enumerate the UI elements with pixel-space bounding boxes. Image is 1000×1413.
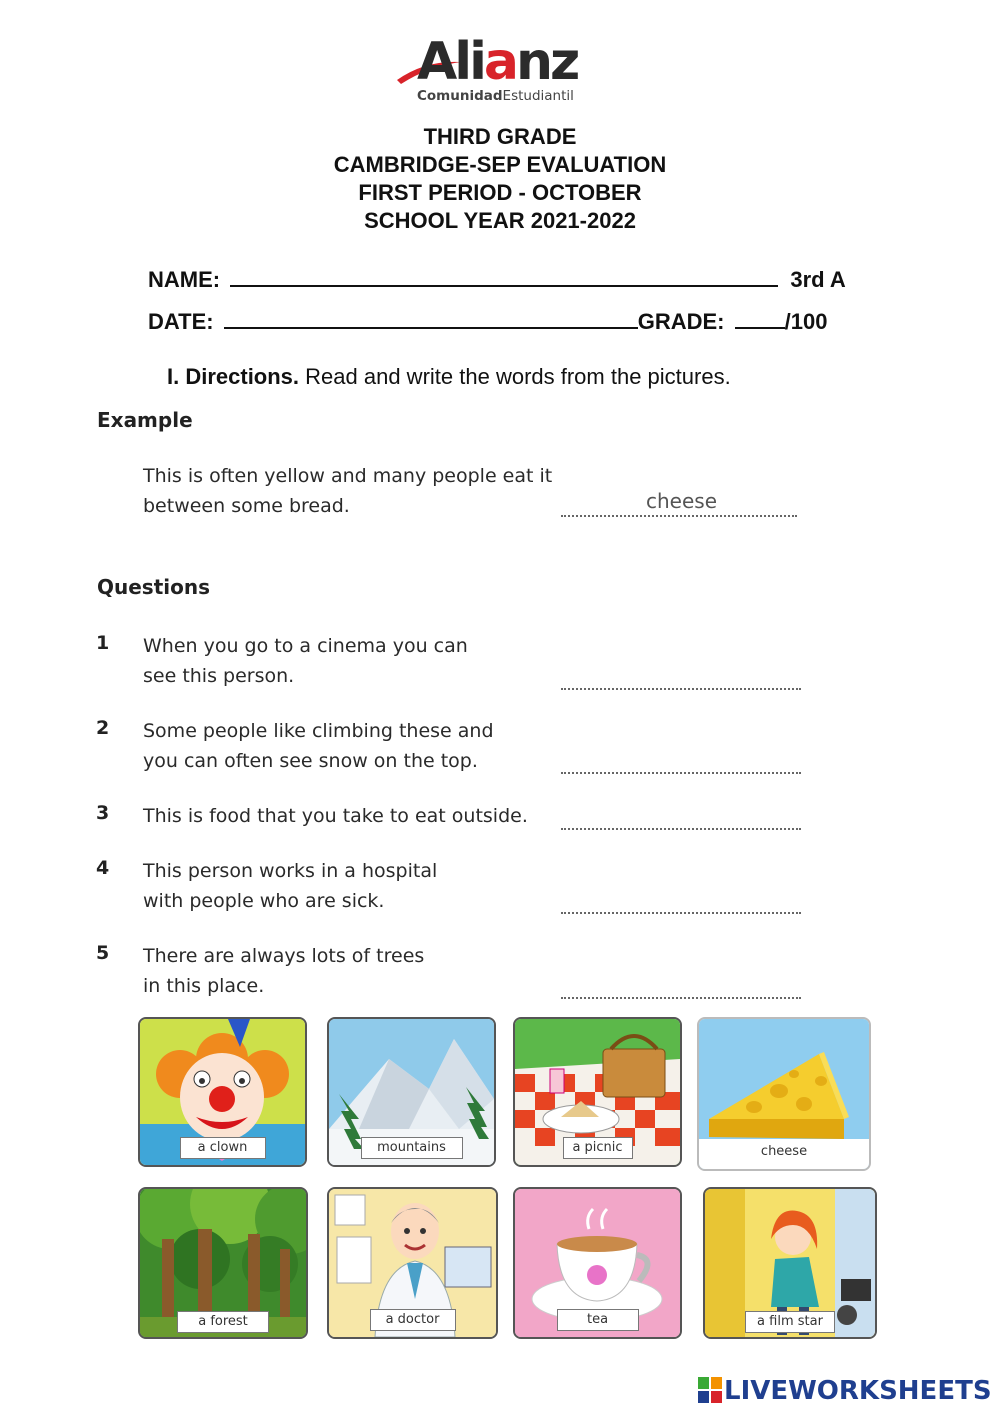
- question-1-text: When you go to a cinema you can see this person.: [143, 635, 468, 687]
- name-row: [148, 265, 846, 293]
- name-input-line[interactable]: [230, 265, 778, 287]
- example-answer: cheese: [646, 489, 718, 513]
- picnic-picture: [513, 1017, 682, 1167]
- liveworksheets-logo-icon: [698, 1377, 722, 1403]
- date-row: [148, 307, 827, 335]
- question-1-answer-field[interactable]: [561, 684, 801, 690]
- picture-label-clown: a clown: [180, 1137, 266, 1159]
- question-3-number: 3: [96, 802, 110, 824]
- question-5-answer-field[interactable]: [561, 993, 801, 999]
- header-line-4: SCHOOL YEAR 2021-2022: [364, 208, 636, 233]
- example-heading: Example: [97, 408, 193, 432]
- picture-label-cheese: cheese: [745, 1141, 823, 1163]
- example-answer-line: [561, 513, 797, 517]
- header-line-1: THIRD GRADE: [423, 124, 577, 149]
- cheese-picture: [697, 1017, 871, 1171]
- question-5-number: 5: [96, 942, 110, 964]
- watermark-text: LIVEWORKSHEETS: [724, 1376, 992, 1406]
- directions-heading: I. Directions.: [167, 364, 300, 389]
- tea-picture: [513, 1187, 682, 1339]
- question-4-number: 4: [96, 857, 110, 879]
- picture-label-film-star: a film star: [745, 1311, 835, 1333]
- question-4-text: This person works in a hospital with people who are sick.: [143, 860, 438, 912]
- name-label: NAME:: [148, 267, 221, 292]
- grade-label: GRADE:: [637, 309, 725, 334]
- film-star-picture: [703, 1187, 877, 1339]
- liveworksheets-watermark: [698, 1376, 992, 1406]
- date-input-line[interactable]: [224, 307, 638, 329]
- question-2-answer-field[interactable]: [561, 768, 801, 774]
- question-5-text: There are always lots of trees in this place.: [143, 945, 425, 997]
- example-line-2: between some bread.: [143, 495, 350, 517]
- grade-input-line[interactable]: [735, 307, 785, 329]
- question-2-text: Some people like climbing these and you can often see snow on the top.: [143, 720, 494, 772]
- alianz-logo: [395, 32, 595, 110]
- directions: [167, 364, 731, 390]
- example-line-1: This is often yellow and many people eat it: [143, 465, 553, 487]
- question-4-answer-field[interactable]: [561, 908, 801, 914]
- header-line-3: FIRST PERIOD - OCTOBER: [358, 180, 642, 205]
- logo-wordmark: Alianz: [417, 32, 578, 92]
- date-label: DATE:: [148, 309, 214, 334]
- picture-label-doctor: a doctor: [370, 1309, 456, 1331]
- picture-label-picnic: a picnic: [563, 1137, 633, 1159]
- grade-total: /100: [784, 309, 828, 334]
- mountains-picture: [327, 1017, 496, 1167]
- doctor-picture: [327, 1187, 498, 1339]
- group-label: 3rd A: [790, 267, 846, 292]
- question-3-answer-field[interactable]: [561, 824, 801, 830]
- logo-subtitle: ComunidadEstudiantil: [417, 88, 574, 104]
- directions-text: Read and write the words from the pictures.: [299, 364, 731, 389]
- example-text: [143, 461, 552, 521]
- question-1-number: 1: [96, 632, 110, 654]
- forest-picture: [138, 1187, 308, 1339]
- picture-label-mountains: mountains: [361, 1137, 463, 1159]
- question-3-text: This is food that you take to eat outside.: [143, 805, 528, 827]
- question-2-number: 2: [96, 717, 110, 739]
- picture-label-tea: tea: [557, 1309, 639, 1331]
- questions-heading: Questions: [97, 575, 211, 599]
- header-line-2: CAMBRIDGE-SEP EVALUATION: [333, 152, 667, 177]
- clown-picture: [138, 1017, 307, 1167]
- picture-label-forest: a forest: [177, 1311, 269, 1333]
